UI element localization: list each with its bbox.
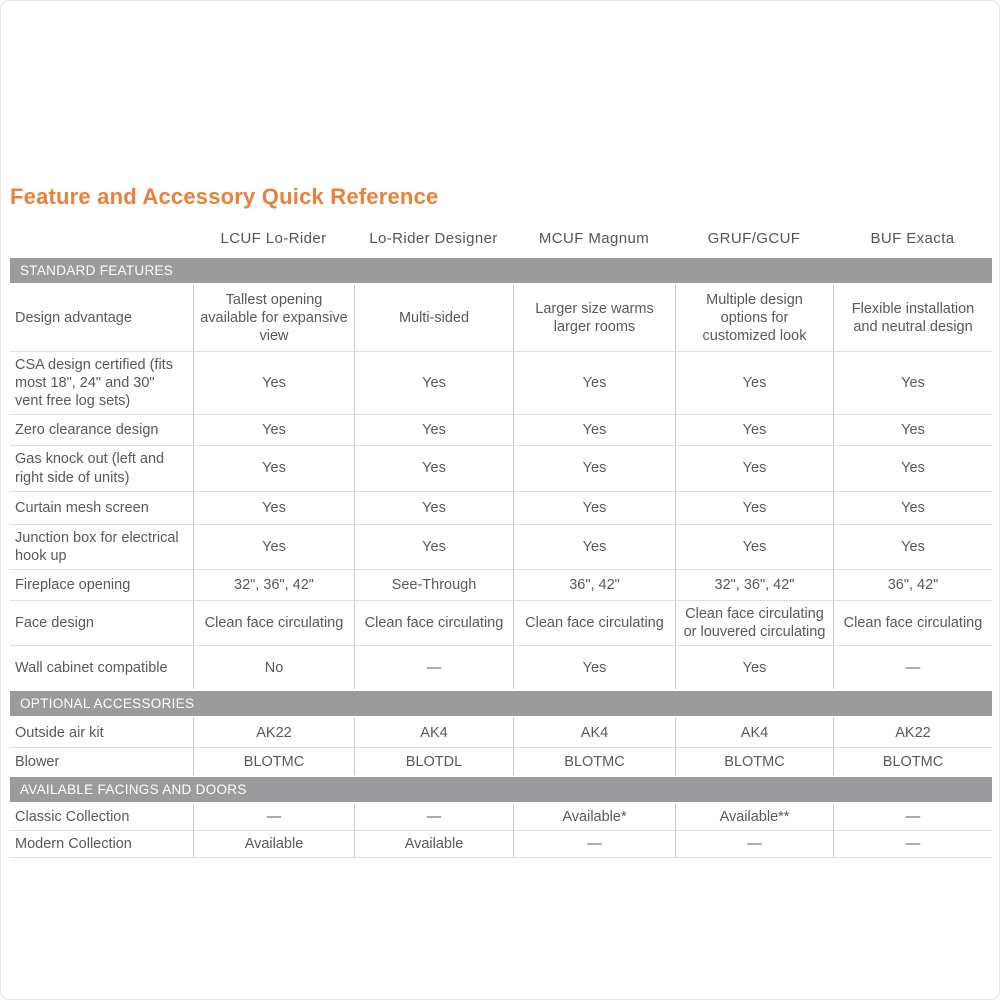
table-row [10, 804, 992, 831]
cell: Yes [833, 352, 992, 414]
cell: BLOTMC [193, 748, 354, 775]
row-label: Face design [15, 614, 94, 631]
table-row [10, 646, 992, 689]
cell: Yes [675, 525, 833, 569]
cell: Yes [675, 415, 833, 445]
column-header-gruf-gcuf: GRUF/GCUF [707, 229, 801, 247]
section-header-available-facings-and-doors: AVAILABLE FACINGS AND DOORS [10, 777, 992, 802]
cell: Clean face circulating [193, 601, 354, 645]
cell: Available** [675, 804, 833, 830]
row-label: Wall cabinet compatible [15, 659, 168, 676]
cell: BLOTMC [675, 748, 833, 775]
table-row [10, 352, 992, 415]
cell: Yes [193, 492, 354, 524]
column-header-mcuf-magnum: MCUF Magnum [538, 229, 650, 247]
row-label: Blower [15, 753, 60, 770]
table-row [10, 748, 992, 775]
row-label: Classic Collection [15, 809, 130, 826]
cell: — [833, 804, 992, 830]
column-header-row [10, 228, 992, 250]
cell: 32", 36", 42" [675, 570, 833, 600]
row-label: Zero clearance design [15, 422, 159, 439]
table-row [10, 415, 992, 446]
cell: Clean face circulating [833, 601, 992, 645]
row-label: Curtain mesh screen [15, 499, 149, 516]
cell: AK22 [193, 718, 354, 747]
cell: Yes [354, 352, 513, 414]
cell: BLOTMC [833, 748, 992, 775]
cell: Yes [675, 492, 833, 524]
cell: — [833, 646, 992, 689]
page-title: Feature and Accessory Quick Reference [10, 184, 439, 209]
cell: Yes [833, 415, 992, 445]
cell: Yes [513, 446, 675, 490]
cell: 32", 36", 42" [193, 570, 354, 600]
row-label: Fireplace opening [15, 576, 131, 593]
table-row [10, 285, 992, 352]
cell: See-Through [354, 570, 513, 600]
cell: Available [354, 831, 513, 857]
cell: Yes [833, 446, 992, 490]
cell: Yes [675, 352, 833, 414]
cell: Yes [513, 415, 675, 445]
cell: BLOTDL [354, 748, 513, 775]
cell: Yes [675, 446, 833, 490]
cell: 36", 42" [833, 570, 992, 600]
page [10, 184, 992, 858]
cell: BLOTMC [513, 748, 675, 775]
cell: — [354, 646, 513, 689]
cell: AK4 [354, 718, 513, 747]
row-label: Design advantage [15, 309, 132, 326]
table-row [10, 570, 992, 601]
cell: — [833, 831, 992, 857]
cell: Clean face circulating [513, 601, 675, 645]
column-header-lo-rider-designer: Lo-Rider Designer [369, 229, 498, 247]
cell: Multiple design options for customized look [675, 285, 833, 351]
cell: No [193, 646, 354, 689]
cell: AK4 [513, 718, 675, 747]
column-header-lcuf-lo-rider: LCUF Lo-Rider [220, 229, 327, 247]
cell: Yes [193, 446, 354, 490]
section-header-standard-features: STANDARD FEATURES [10, 258, 992, 283]
table-row [10, 831, 992, 858]
cell: Tallest opening available for expansive view [193, 285, 354, 351]
cell: — [513, 831, 675, 857]
row-label: Outside air kit [15, 724, 104, 741]
cell: Yes [354, 492, 513, 524]
table-row [10, 525, 992, 570]
cell: — [354, 804, 513, 830]
cell: Yes [513, 525, 675, 569]
cell: Larger size warms larger rooms [513, 285, 675, 351]
cell: — [193, 804, 354, 830]
column-header-buf-exacta: BUF Exacta [870, 229, 955, 247]
cell: Yes [354, 446, 513, 490]
cell: Available [193, 831, 354, 857]
cell: AK4 [675, 718, 833, 747]
cell: Yes [354, 525, 513, 569]
cell: AK22 [833, 718, 992, 747]
cell: Multi-sided [354, 285, 513, 351]
cell: Yes [513, 492, 675, 524]
cell: Yes [833, 525, 992, 569]
row-label: Junction box for electrical hook up [15, 529, 179, 564]
cell: Yes [193, 525, 354, 569]
cell: 36", 42" [513, 570, 675, 600]
cell: Clean face circulating [354, 601, 513, 645]
row-label: Modern Collection [15, 836, 132, 853]
cell: — [675, 831, 833, 857]
table-row [10, 492, 992, 525]
table-row [10, 446, 992, 491]
cell: Available* [513, 804, 675, 830]
cell: Yes [354, 415, 513, 445]
column-header-spacer [10, 228, 193, 250]
cell: Yes [193, 352, 354, 414]
cell: Yes [513, 352, 675, 414]
table-row [10, 601, 992, 646]
cell: Yes [675, 646, 833, 689]
cell: Yes [513, 646, 675, 689]
row-label: Gas knock out (left and right side of units) [15, 451, 165, 486]
table-row [10, 718, 992, 748]
section-header-optional-accessories: OPTIONAL ACCESSORIES [10, 691, 992, 716]
cell: Yes [833, 492, 992, 524]
cell: Yes [193, 415, 354, 445]
row-label: CSA design certified (fits most 18", 24" and 30" vent free log sets) [15, 357, 173, 410]
cell: Clean face circulating or louvered circulating [675, 601, 833, 645]
comparison-table [10, 228, 992, 858]
cell: Flexible installation and neutral design [833, 285, 992, 351]
